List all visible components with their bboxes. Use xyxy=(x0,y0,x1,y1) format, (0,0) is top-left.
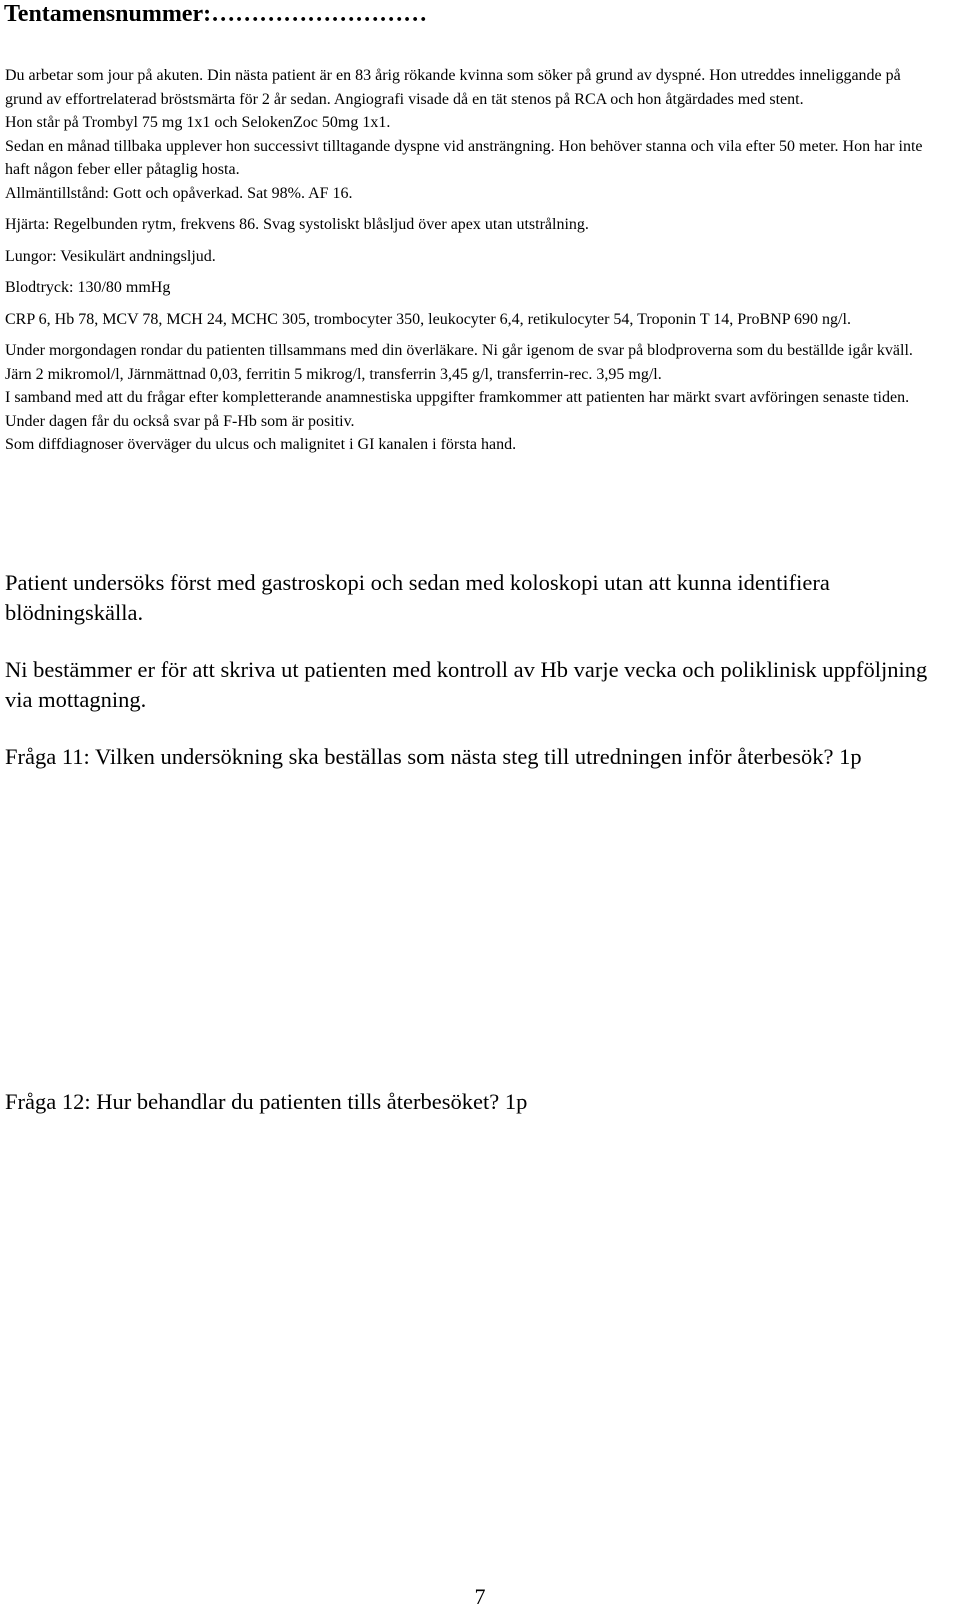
question-12-text: Fråga 12: Hur behandlar du patienten tills återbesöket? 1p xyxy=(5,1089,528,1114)
discharge-decision-paragraph xyxy=(5,655,950,715)
case-description xyxy=(5,64,940,457)
page-number: 7 xyxy=(474,1584,486,1609)
case-line-intro: Du arbetar som jour på akuten. Din nästa patient är en 83 årig rökande kvinna som söker på grund av dyspné. Hon utreddes inneliggande på grund av effortrelaterad bröstsmärta för 2 år sedan. Angiografi visade då en tät stenos på RCA och hon åtgärdades med stent. xyxy=(5,67,901,108)
case-line-fhb: Under dagen får du också svar på F-Hb som är positiv. xyxy=(5,412,355,430)
case-line-medication: Hon står på Trombyl 75 mg 1x1 och SelokenZoc 50mg 1x1. xyxy=(5,114,391,131)
question-11-text: Fråga 11: Vilken undersökning ska beställas som nästa steg till utredningen inför återbesök? 1p xyxy=(5,744,862,769)
case-line-symptoms: Sedan en månad tillbaka upplever hon successivt tilltagande dyspne vid ansträngning. Hon behöver stanna och vila efter 50 meter. Hon har inte haft någon feber eller påtaglig hosta. xyxy=(5,137,923,178)
question-12 xyxy=(5,1087,950,1117)
case-line-rounds: Under morgondagen rondar du patienten tillsammans med din överläkare. Ni går igenom de svar på blodproverna som du beställde igår kväll. xyxy=(5,342,913,359)
discharge-decision-text: Ni bestämmer er för att skriva ut patienten med kontroll av Hb varje vecka och poliklinisk uppföljning via mottagning. xyxy=(5,657,928,712)
case-line-lab-values: CRP 6, Hb 78, MCV 78, MCH 24, MCHC 305, trombocyter 350, leukocyter 6,4, retikulocyter 54, Troponin T 14, ProBNP 690 ng/l. xyxy=(5,310,851,328)
patient-investigation-paragraph xyxy=(5,568,950,628)
exam-number-header: Tentamensnummer:……………………… xyxy=(4,1,428,27)
case-line-general-status: Allmäntillstånd: Gott och opåverkad. Sat 98%. AF 16. xyxy=(5,184,353,202)
case-line-differentials: Som diffdiagnoser överväger du ulcus och malignitet i GI kanalen i första hand. xyxy=(5,436,517,453)
case-line-iron-status: Järn 2 mikromol/l, Järnmättnad 0,03, ferritin 5 mikrog/l, transferrin 3,45 g/l, transferrin-rec. 3,95 mg/l. xyxy=(5,365,662,383)
patient-investigation-text: Patient undersöks först med gastroskopi och sedan med koloskopi utan att kunna identifiera blödningskälla. xyxy=(5,570,830,625)
case-line-anamnesis: I samband med att du frågar efter kompletterande anamnestiska uppgifter framkommer att patienten har märkt svart avföringen senaste tiden. xyxy=(5,389,910,406)
case-line-lungs: Lungor: Vesikulärt andningsljud. xyxy=(5,247,216,265)
question-11 xyxy=(5,742,950,772)
case-line-heart: Hjärta: Regelbunden rytm, frekvens 86. Svag systoliskt blåsljud över apex utan utstrålning. xyxy=(5,216,589,233)
case-line-blood-pressure: Blodtryck: 130/80 mmHg xyxy=(5,279,171,296)
